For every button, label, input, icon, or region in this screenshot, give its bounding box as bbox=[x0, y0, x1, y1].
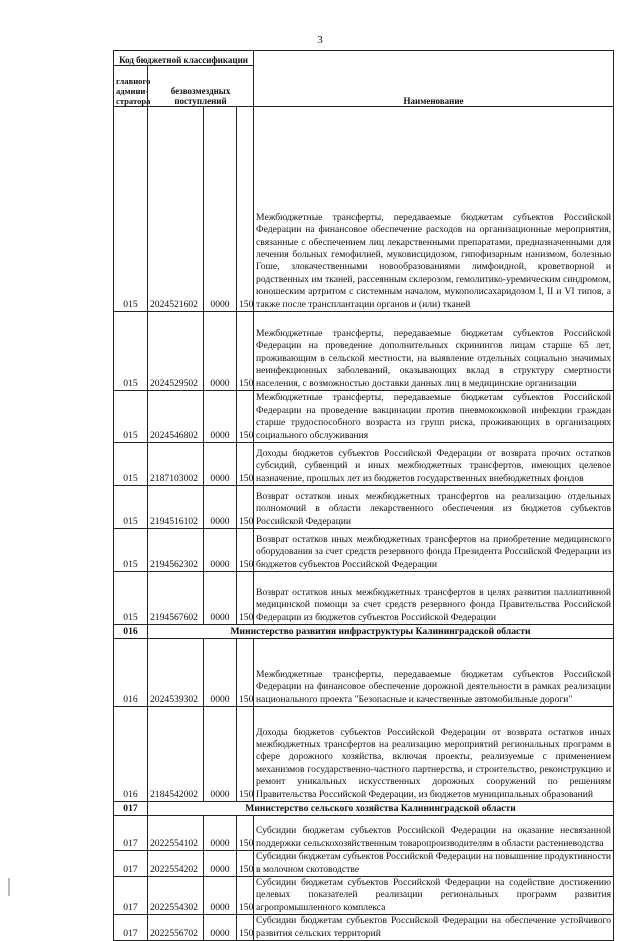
header-name: Наименование bbox=[254, 51, 614, 107]
section-title: Министерство развития инфраструктуры Калининградской области bbox=[148, 625, 614, 639]
income-code: 2024539302 bbox=[148, 639, 204, 707]
subtype-code: 0000 bbox=[204, 572, 237, 625]
table-row bbox=[114, 107, 614, 312]
income-code: 2022554102 bbox=[148, 816, 204, 851]
income-description: Доходы бюджетов субъектов Российской Федерации от возврата прочих остатков субсидий, субвенций и иных межбюджетных трансфертов, имеющих целевое назначение, прошлых лет из бюджетов государственных внебюджетных фондов bbox=[254, 443, 614, 486]
admin-code: 015 bbox=[114, 486, 148, 529]
section-row bbox=[114, 625, 614, 639]
admin-code: 015 bbox=[114, 529, 148, 572]
kosgu-code: 150 bbox=[237, 877, 254, 915]
page-number: 3 bbox=[317, 34, 323, 46]
kosgu-code: 150 bbox=[237, 572, 254, 625]
subtype-code: 0000 bbox=[204, 443, 237, 486]
kosgu-code: 150 bbox=[237, 915, 254, 941]
income-code: 2194562302 bbox=[148, 529, 204, 572]
table-row bbox=[114, 707, 614, 802]
subtype-code: 0000 bbox=[204, 312, 237, 391]
admin-code: 017 bbox=[114, 816, 148, 851]
admin-code: 015 bbox=[114, 107, 148, 312]
kosgu-code: 150 bbox=[237, 486, 254, 529]
income-description: Межбюджетные трансферты, передаваемые бюджетам субъектов Российской Федерации на проведение дополнительных скринингов лицам старше 65 лет, проживающим в сельской местности, на выявление отдельных социально значимых неинфекционных заболеваний, оказывающих вклад в структуру смертности населения, с возможностью доставки данных лиц в медицинские организации bbox=[254, 312, 614, 391]
admin-code: 017 bbox=[114, 851, 148, 877]
admin-code: 015 bbox=[114, 572, 148, 625]
subtype-code: 0000 bbox=[204, 486, 237, 529]
subtype-code: 0000 bbox=[204, 107, 237, 312]
kosgu-code: 150 bbox=[237, 529, 254, 572]
income-description: Субсидии бюджетам субъектов Российской Федерации на повышение продуктивности в молочном скотоводстве bbox=[254, 851, 614, 877]
admin-code: 016 bbox=[114, 707, 148, 802]
subtype-code: 0000 bbox=[204, 915, 237, 941]
subtype-code: 0000 bbox=[204, 877, 237, 915]
income-code: 2024529502 bbox=[148, 312, 204, 391]
table-row bbox=[114, 312, 614, 391]
subtype-code: 0000 bbox=[204, 707, 237, 802]
subtype-code: 0000 bbox=[204, 529, 237, 572]
income-code: 2022554202 bbox=[148, 851, 204, 877]
header-code-group: Код бюджетной классификации bbox=[114, 51, 254, 66]
subtype-code: 0000 bbox=[204, 851, 237, 877]
table-row bbox=[114, 486, 614, 529]
admin-code: 015 bbox=[114, 312, 148, 391]
table-row bbox=[114, 529, 614, 572]
income-description: Субсидии бюджетам субъектов Российской Федерации на обеспечение устойчивого развития сельских территорий bbox=[254, 915, 614, 941]
scan-mark bbox=[8, 878, 10, 896]
admin-code: 017 bbox=[114, 877, 148, 915]
table-row bbox=[114, 639, 614, 707]
kosgu-code: 150 bbox=[237, 639, 254, 707]
kosgu-code: 150 bbox=[237, 107, 254, 312]
income-code: 2024546802 bbox=[148, 391, 204, 443]
section-row bbox=[114, 802, 614, 816]
admin-code: 016 bbox=[114, 639, 148, 707]
table-row bbox=[114, 572, 614, 625]
admin-code: 017 bbox=[114, 915, 148, 941]
table-row bbox=[114, 816, 614, 851]
kosgu-code: 150 bbox=[237, 816, 254, 851]
section-admin-code: 017 bbox=[114, 802, 148, 816]
income-description: Возврат остатков иных межбюджетных трансфертов на реализацию отдельных полномочий в области лекарственного обеспечения из бюджетов субъектов Российской Федерации bbox=[254, 486, 614, 529]
kosgu-code: 150 bbox=[237, 312, 254, 391]
table-body bbox=[114, 107, 614, 941]
table-row bbox=[114, 851, 614, 877]
kosgu-code: 150 bbox=[237, 851, 254, 877]
admin-code: 015 bbox=[114, 391, 148, 443]
income-code: 2194567602 bbox=[148, 572, 204, 625]
income-description: Субсидии бюджетам субъектов Российской Федерации на содействие достижению целевых показателей реализации региональных программ развития агропромышленного комплекса bbox=[254, 877, 614, 915]
income-description: Возврат остатков иных межбюджетных трансфертов в целях развития паллиативной медицинской помощи за счет средств резервного фонда Правительства Российской Федерации из бюджетов субъектов Российской Федерации bbox=[254, 572, 614, 625]
income-code: 2187103002 bbox=[148, 443, 204, 486]
budget-classification-table bbox=[113, 50, 614, 941]
table-row bbox=[114, 877, 614, 915]
income-description: Субсидии бюджетам субъектов Российской Федерации на оказание несвязанной поддержки сельскохозяйственным товаропроизводителям в области растениеводства bbox=[254, 816, 614, 851]
income-description: Возврат остатков иных межбюджетных трансфертов на приобретение медицинского оборудования за счет средств резервного фонда Президента Российской Федерации из бюджетов субъектов Российской Федерации bbox=[254, 529, 614, 572]
header-admin: главного админи-стратора bbox=[114, 66, 148, 107]
income-description: Межбюджетные трансферты, передаваемые бюджетам субъектов Российской Федерации на проведение вакцинации против пневмококковой инфекции граждан старше трудоспособного возраста из групп риска, проживающих в организациях социального обслуживания bbox=[254, 391, 614, 443]
income-description: Доходы бюджетов субъектов Российской Федерации от возврата остатков иных межбюджетных трансфертов на реализацию мероприятий региональных программ в сфере дорожного хозяйства, включая проекты, реализуемые с применением механизмов государственно-частного партнерства, и строительство, реконструкцию и ремонт уникальных искусственных дорожных сооружений по решениям Правительства Российской Федерации, из бюджетов муниципальных образований bbox=[254, 707, 614, 802]
income-description: Межбюджетные трансферты, передаваемые бюджетам субъектов Российской Федерации на финансовое обеспечение дорожной деятельности в рамках реализации национального проекта "Безопасные и качественные автомобильные дороги" bbox=[254, 639, 614, 707]
table-row bbox=[114, 391, 614, 443]
admin-code: 015 bbox=[114, 443, 148, 486]
income-code: 2194516102 bbox=[148, 486, 204, 529]
subtype-code: 0000 bbox=[204, 391, 237, 443]
kosgu-code: 150 bbox=[237, 391, 254, 443]
subtype-code: 0000 bbox=[204, 639, 237, 707]
income-code: 2022556702 bbox=[148, 915, 204, 941]
income-code: 2024521602 bbox=[148, 107, 204, 312]
table-row bbox=[114, 915, 614, 941]
subtype-code: 0000 bbox=[204, 816, 237, 851]
kosgu-code: 150 bbox=[237, 443, 254, 486]
kosgu-code: 150 bbox=[237, 707, 254, 802]
table-row bbox=[114, 443, 614, 486]
section-admin-code: 016 bbox=[114, 625, 148, 639]
section-title: Министерство сельского хозяйства Калининградской области bbox=[148, 802, 614, 816]
header-income: безвозмездных поступлений bbox=[148, 66, 254, 107]
income-description: Межбюджетные трансферты, передаваемые бюджетам субъектов Российской Федерации на финансовое обеспечение расходов на организационные мероприятия, связанные с обеспечением лиц лекарственными препаратами, предназначенными для лечения больных гемофилией, муковисцидозом, гипофизарным нанизмом, болезнью Гоше, злокачественными новообразованиями лимфоидной, кроветворной и родственных им тканей, рассеянным склерозом, гемолитико-уремическим синдромом, юношеским артритом с системным началом, мукополисахаридозом I, II и VI типов, а также после трансплантации органов и (или) тканей bbox=[254, 107, 614, 312]
income-code: 2022554302 bbox=[148, 877, 204, 915]
income-code: 2184542002 bbox=[148, 707, 204, 802]
